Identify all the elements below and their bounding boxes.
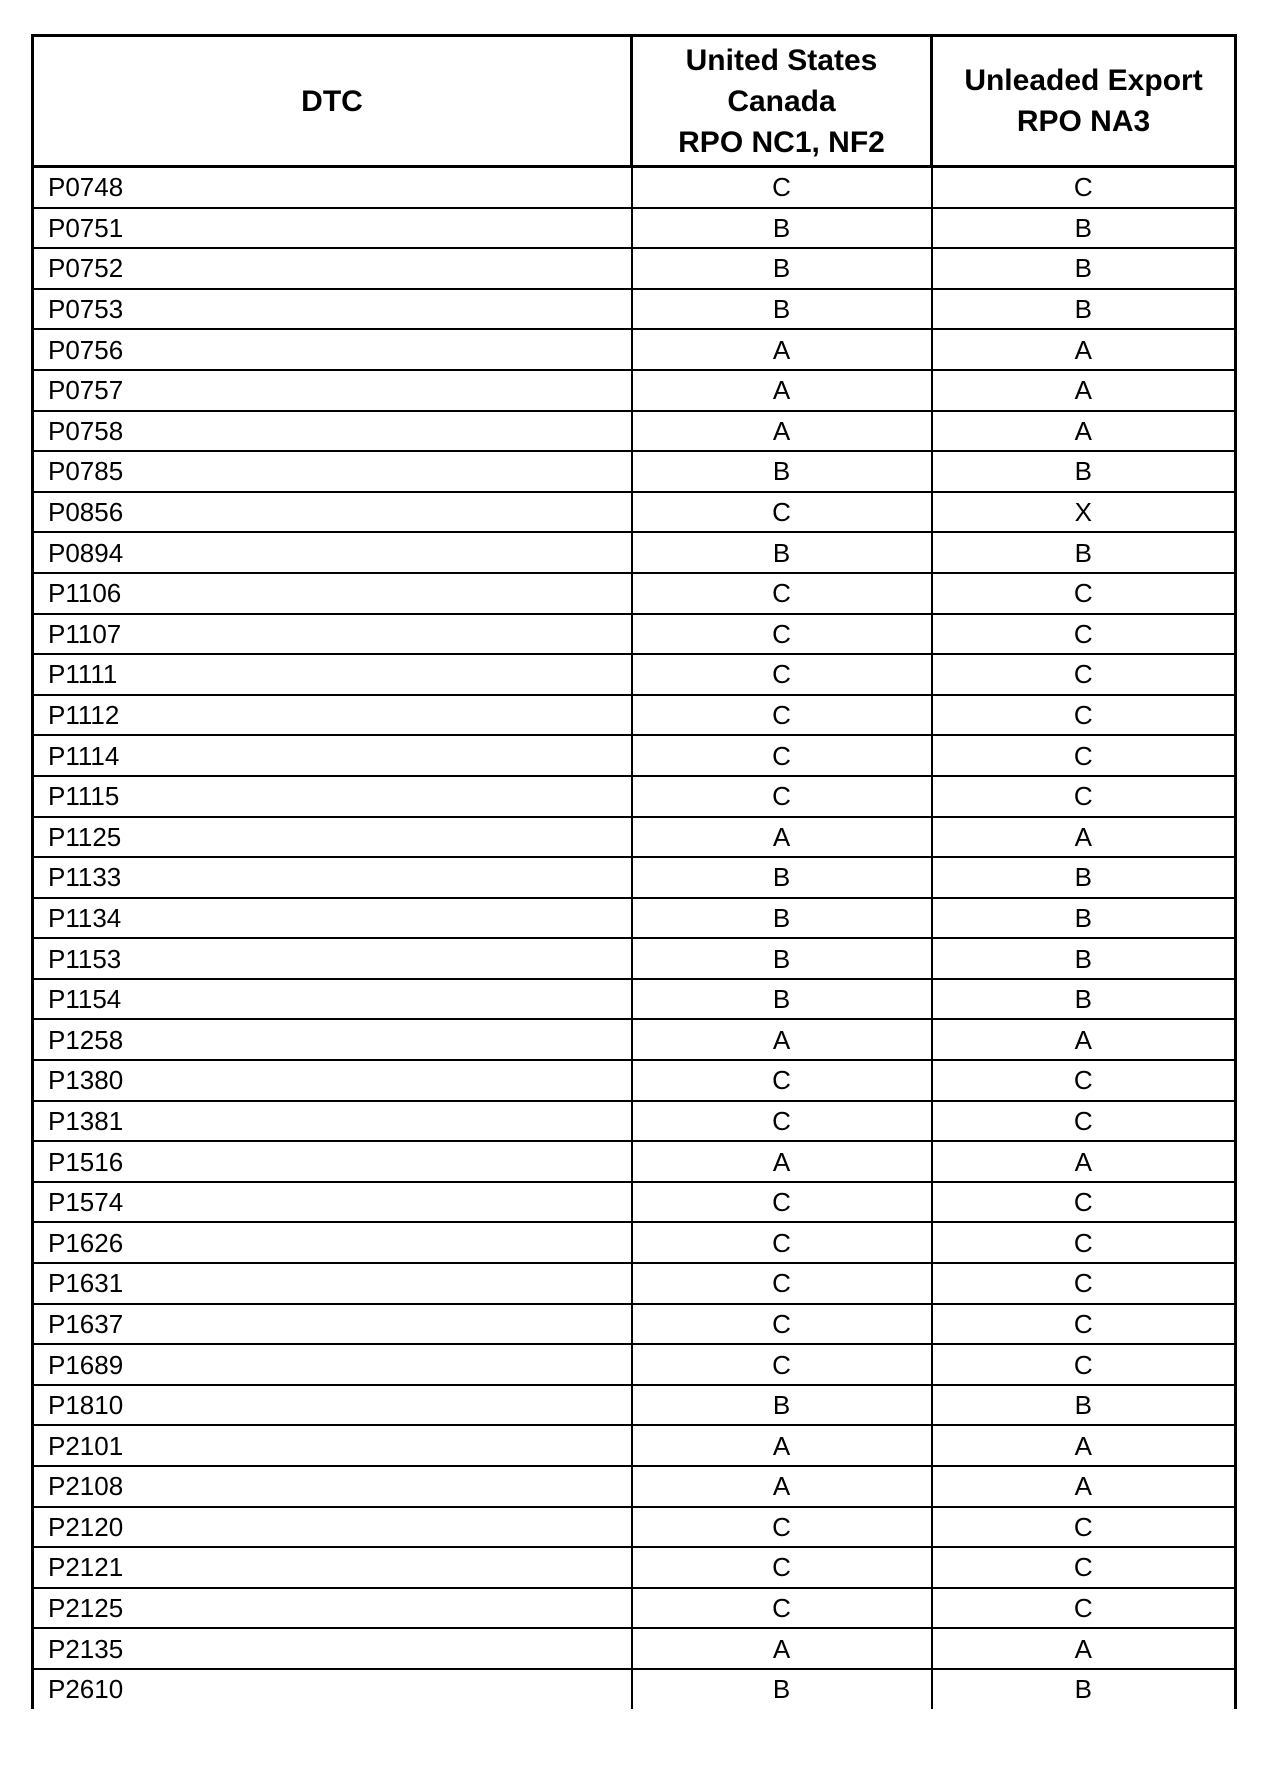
us-canada-cell: B — [632, 1385, 932, 1426]
header-us-line-1: United States — [685, 43, 878, 77]
export-cell: C — [932, 1222, 1236, 1263]
table-row — [33, 1182, 1236, 1223]
dtc-code-cell: P1125 — [33, 817, 632, 858]
export-cell: C — [932, 1547, 1236, 1588]
table-row — [33, 857, 1236, 898]
table-row — [33, 1466, 1236, 1507]
export-cell: C — [932, 614, 1236, 655]
us-canada-cell: C — [632, 573, 932, 614]
table-row — [33, 1385, 1236, 1426]
us-canada-cell: C — [632, 1588, 932, 1629]
table-row — [33, 1304, 1236, 1345]
dtc-code-cell: P2135 — [33, 1628, 632, 1669]
export-cell: A — [932, 411, 1236, 452]
table-row — [33, 208, 1236, 249]
dtc-code-cell: P2125 — [33, 1588, 632, 1629]
table-row — [33, 1141, 1236, 1182]
export-cell: B — [932, 857, 1236, 898]
export-cell: C — [932, 573, 1236, 614]
table-row — [33, 329, 1236, 370]
table-row — [33, 614, 1236, 655]
table-row — [33, 654, 1236, 695]
table-row — [33, 695, 1236, 736]
table-row — [33, 1019, 1236, 1060]
dtc-code-cell: P0756 — [33, 329, 632, 370]
dtc-code-cell: P1114 — [33, 735, 632, 776]
us-canada-cell: A — [632, 1628, 932, 1669]
us-canada-cell: C — [632, 1060, 932, 1101]
export-cell: C — [932, 695, 1236, 736]
dtc-code-cell: P0894 — [33, 532, 632, 573]
us-canada-cell: C — [632, 654, 932, 695]
dtc-code-cell: P1112 — [33, 695, 632, 736]
us-canada-cell: B — [632, 1669, 932, 1709]
us-canada-cell: B — [632, 208, 932, 249]
dtc-code-cell: P0785 — [33, 451, 632, 492]
table-row — [33, 735, 1236, 776]
export-cell: C — [932, 1060, 1236, 1101]
dtc-code-cell: P1810 — [33, 1385, 632, 1426]
table-row — [33, 370, 1236, 411]
export-cell: A — [932, 1466, 1236, 1507]
export-cell: X — [932, 492, 1236, 533]
header-us-canada — [632, 36, 932, 167]
header-export-line-1: Unleaded Export — [964, 64, 1203, 97]
us-canada-cell: B — [632, 857, 932, 898]
dtc-code-cell: P2610 — [33, 1669, 632, 1709]
export-cell: C — [932, 776, 1236, 817]
us-canada-cell: B — [632, 289, 932, 330]
dtc-code-cell: P0757 — [33, 370, 632, 411]
us-canada-cell: C — [632, 1182, 932, 1223]
dtc-code-cell: P1133 — [33, 857, 632, 898]
export-cell: C — [932, 1101, 1236, 1142]
table-row — [33, 1507, 1236, 1548]
us-canada-cell: A — [632, 329, 932, 370]
export-cell: C — [932, 735, 1236, 776]
export-cell: B — [932, 532, 1236, 573]
dtc-code-cell: P1631 — [33, 1263, 632, 1304]
us-canada-cell: B — [632, 979, 932, 1020]
export-cell: B — [932, 898, 1236, 939]
table-row — [33, 1425, 1236, 1466]
dtc-table — [31, 34, 1237, 1709]
table-row — [33, 1588, 1236, 1629]
header-dtc-label: DTC — [301, 84, 363, 118]
export-cell: B — [932, 979, 1236, 1020]
export-cell: B — [932, 1669, 1236, 1709]
us-canada-cell: C — [632, 1101, 932, 1142]
table-row — [33, 776, 1236, 817]
export-cell: B — [932, 451, 1236, 492]
table-row — [33, 1060, 1236, 1101]
us-canada-cell: A — [632, 1425, 932, 1466]
header-us-line-2: Canada — [727, 84, 836, 118]
table-row — [33, 573, 1236, 614]
table-row — [33, 898, 1236, 939]
us-canada-cell: C — [632, 735, 932, 776]
dtc-code-cell: P1154 — [33, 979, 632, 1020]
dtc-code-cell: P2101 — [33, 1425, 632, 1466]
export-cell: B — [932, 1385, 1236, 1426]
table-row — [33, 1669, 1236, 1709]
us-canada-cell: A — [632, 370, 932, 411]
us-canada-cell: C — [632, 1263, 932, 1304]
table-row — [33, 1547, 1236, 1588]
us-canada-cell: A — [632, 411, 932, 452]
us-canada-cell: C — [632, 1304, 932, 1345]
header-us-line-3: RPO NC1, NF2 — [678, 125, 885, 159]
header-export-line-2: RPO NA3 — [1016, 105, 1151, 138]
dtc-code-cell: P0752 — [33, 248, 632, 289]
dtc-code-cell: P1134 — [33, 898, 632, 939]
dtc-code-cell: P1153 — [33, 938, 632, 979]
us-canada-cell: A — [632, 1466, 932, 1507]
us-canada-cell: C — [632, 1547, 932, 1588]
us-canada-cell: B — [632, 938, 932, 979]
dtc-code-cell: P2108 — [33, 1466, 632, 1507]
us-canada-cell: A — [632, 1141, 932, 1182]
us-canada-cell: C — [632, 614, 932, 655]
export-cell: A — [932, 1425, 1236, 1466]
table-row — [33, 1628, 1236, 1669]
dtc-code-cell: P1258 — [33, 1019, 632, 1060]
table-row — [33, 979, 1236, 1020]
dtc-code-cell: P0753 — [33, 289, 632, 330]
us-canada-cell: C — [632, 167, 932, 208]
table-row — [33, 1222, 1236, 1263]
export-cell: C — [932, 1182, 1236, 1223]
us-canada-cell: C — [632, 1344, 932, 1385]
export-cell: A — [932, 1019, 1236, 1060]
export-cell: C — [932, 1507, 1236, 1548]
export-cell: B — [932, 289, 1236, 330]
header-dtc — [33, 36, 632, 167]
export-cell: B — [932, 208, 1236, 249]
dtc-code-cell: P1626 — [33, 1222, 632, 1263]
us-canada-cell: C — [632, 1222, 932, 1263]
export-cell: B — [932, 938, 1236, 979]
dtc-code-cell: P0748 — [33, 167, 632, 208]
table-row — [33, 411, 1236, 452]
table-row — [33, 492, 1236, 533]
us-canada-cell: C — [632, 695, 932, 736]
table-row — [33, 817, 1236, 858]
dtc-code-cell: P0856 — [33, 492, 632, 533]
export-cell: A — [932, 329, 1236, 370]
dtc-code-cell: P1516 — [33, 1141, 632, 1182]
export-cell: C — [932, 1344, 1236, 1385]
dtc-code-cell: P0751 — [33, 208, 632, 249]
export-cell: C — [932, 167, 1236, 208]
dtc-code-cell: P1381 — [33, 1101, 632, 1142]
dtc-code-cell: P1111 — [33, 654, 632, 695]
us-canada-cell: B — [632, 248, 932, 289]
dtc-code-cell: P1115 — [33, 776, 632, 817]
export-cell: A — [932, 817, 1236, 858]
table-row — [33, 532, 1236, 573]
dtc-code-cell: P1637 — [33, 1304, 632, 1345]
dtc-code-cell: P2120 — [33, 1507, 632, 1548]
export-cell: C — [932, 1263, 1236, 1304]
export-cell: C — [932, 1588, 1236, 1629]
dtc-code-cell: P1107 — [33, 614, 632, 655]
table-row — [33, 451, 1236, 492]
table-row — [33, 938, 1236, 979]
us-canada-cell: A — [632, 1019, 932, 1060]
header-row — [33, 36, 1236, 167]
dtc-code-cell: P1574 — [33, 1182, 632, 1223]
dtc-code-cell: P0758 — [33, 411, 632, 452]
us-canada-cell: A — [632, 817, 932, 858]
header-export — [932, 36, 1236, 167]
export-cell: A — [932, 1628, 1236, 1669]
dtc-code-cell: P1106 — [33, 573, 632, 614]
table-body — [33, 167, 1236, 1709]
us-canada-cell: C — [632, 492, 932, 533]
dtc-code-cell: P2121 — [33, 1547, 632, 1588]
table-row — [33, 1263, 1236, 1304]
us-canada-cell: C — [632, 1507, 932, 1548]
export-cell: C — [932, 654, 1236, 695]
export-cell: B — [932, 248, 1236, 289]
table-row — [33, 167, 1236, 208]
table-row — [33, 248, 1236, 289]
export-cell: C — [932, 1304, 1236, 1345]
us-canada-cell: B — [632, 532, 932, 573]
dtc-code-cell: P1689 — [33, 1344, 632, 1385]
dtc-code-cell: P1380 — [33, 1060, 632, 1101]
table-row — [33, 1344, 1236, 1385]
table-row — [33, 289, 1236, 330]
us-canada-cell: C — [632, 776, 932, 817]
export-cell: A — [932, 370, 1236, 411]
us-canada-cell: B — [632, 898, 932, 939]
us-canada-cell: B — [632, 451, 932, 492]
export-cell: A — [932, 1141, 1236, 1182]
table-row — [33, 1101, 1236, 1142]
